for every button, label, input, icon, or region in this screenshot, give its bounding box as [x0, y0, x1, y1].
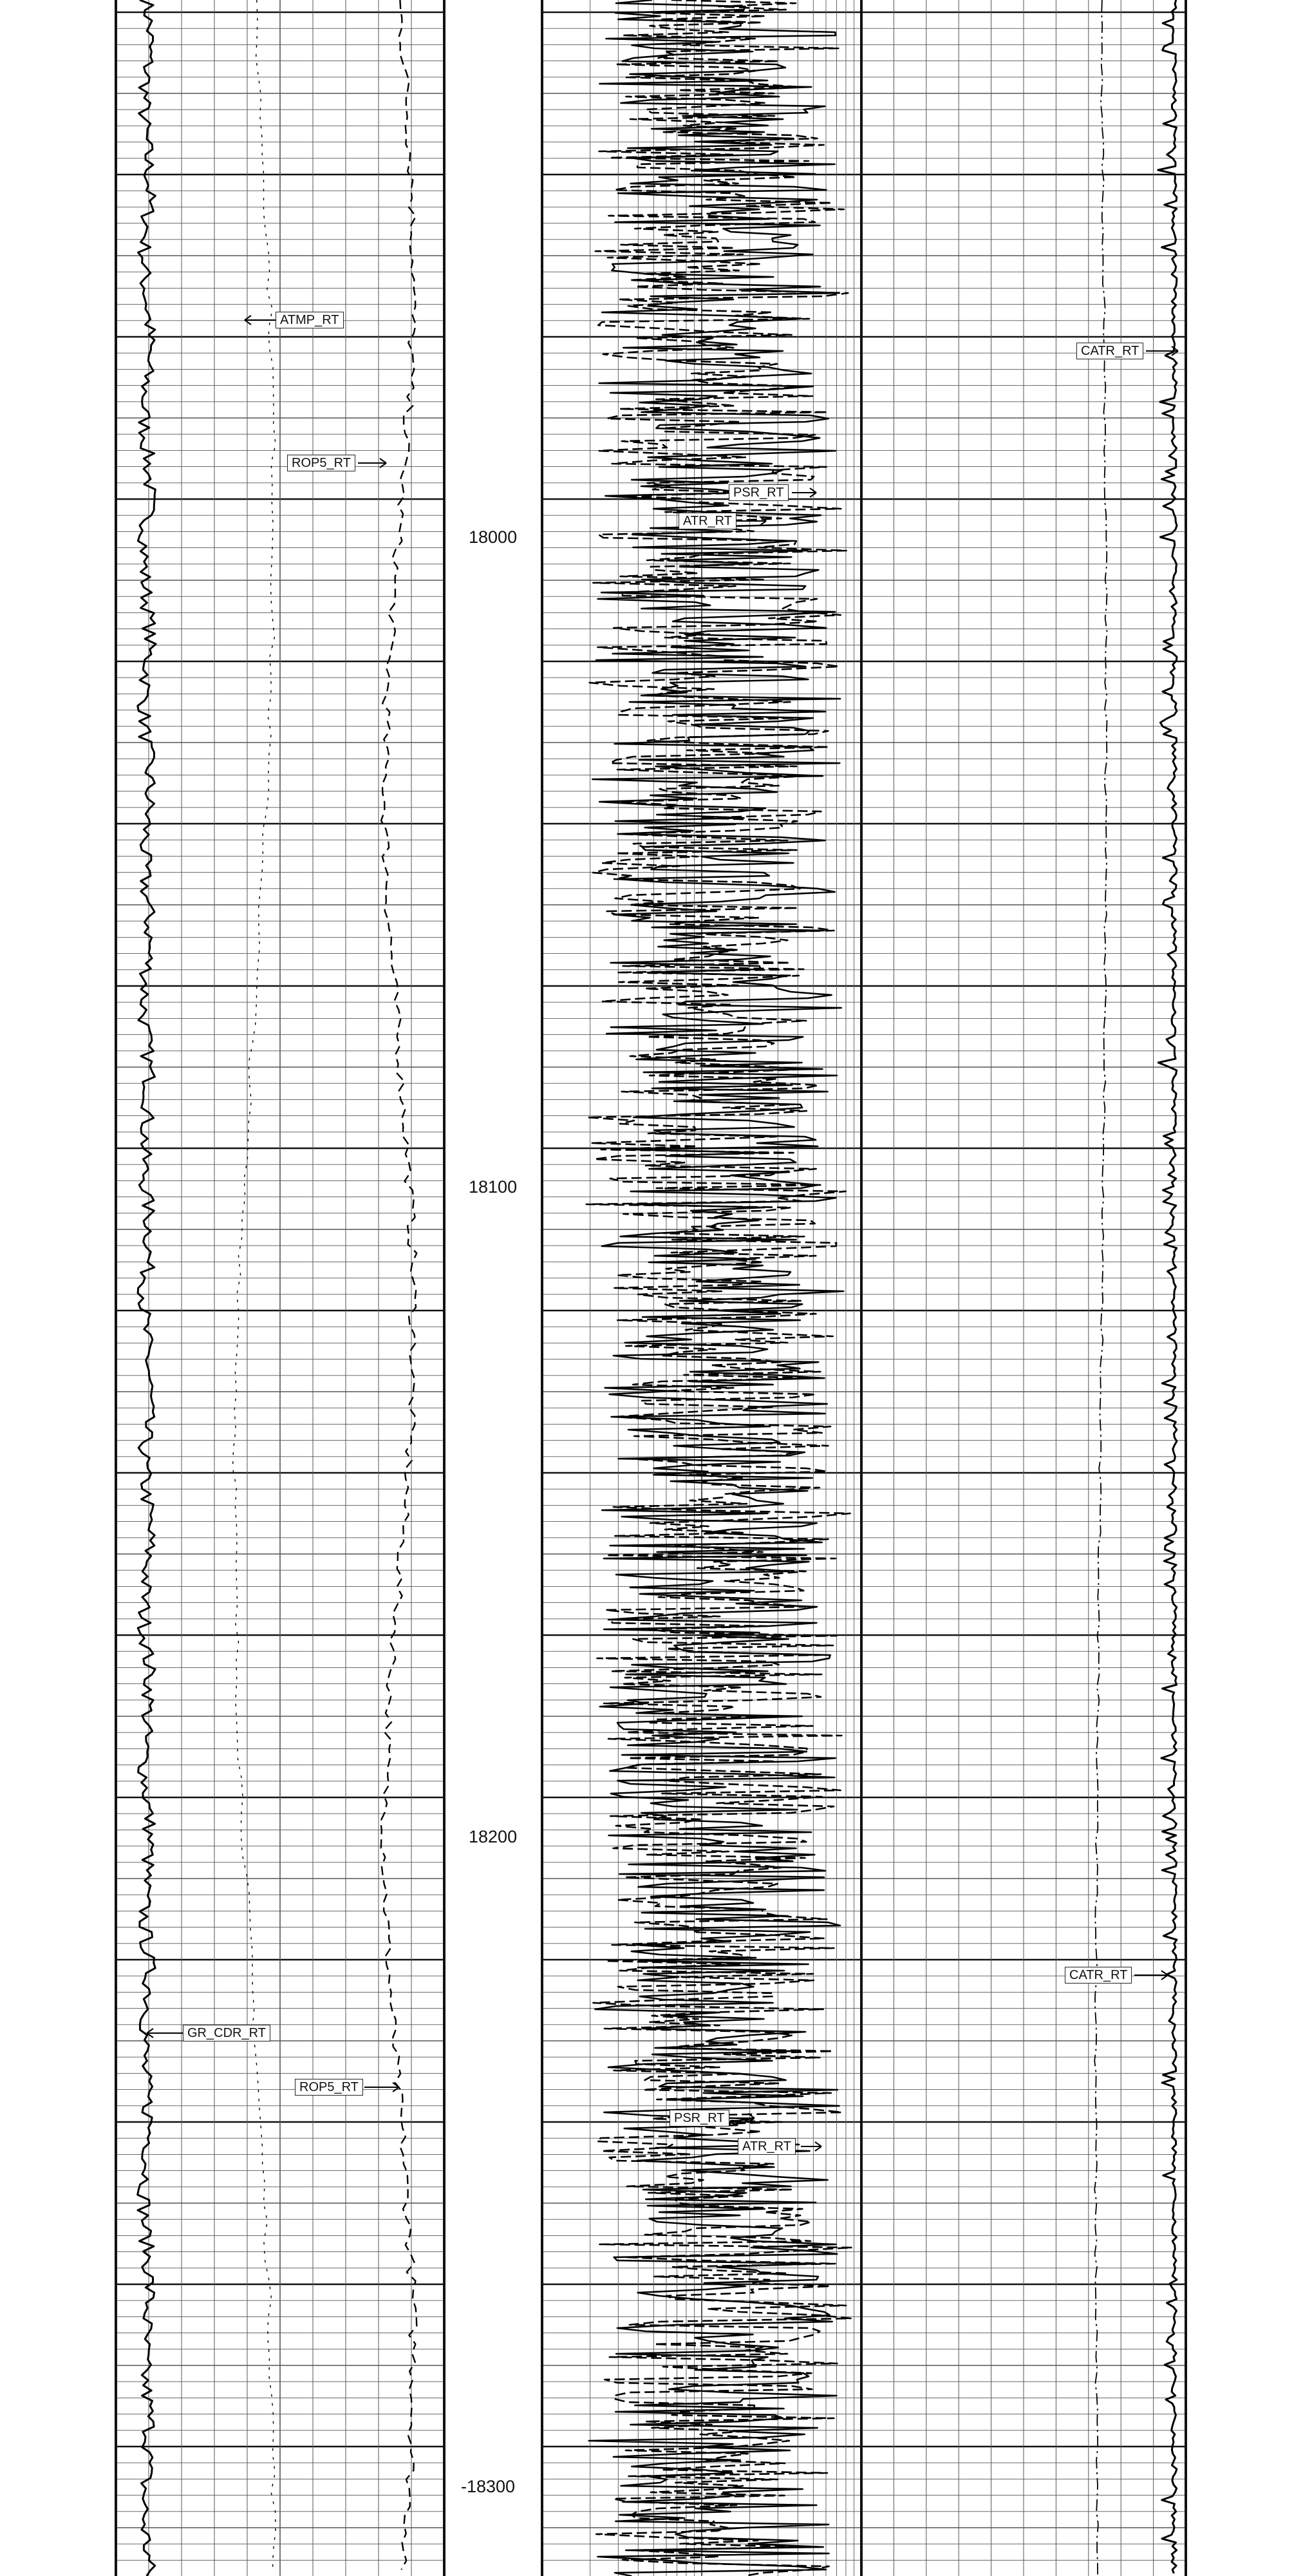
curve-tag-psr-rt: PSR_RT	[670, 2110, 729, 2126]
curve-tag-atr-rt: ATR_RT	[738, 2138, 796, 2155]
curve-tag-atmp-rt: ATMP_RT	[276, 312, 344, 328]
curve-tag-gr-cdr-rt: GR_CDR_RT	[183, 2025, 270, 2041]
track-1-grid	[116, 0, 444, 2576]
track-3-curves	[1094, 0, 1177, 2576]
curve-tag-psr-rt: PSR_RT	[729, 484, 789, 501]
depth-label-18100: 18100	[466, 1177, 520, 1197]
curve-tag-atr-rt: ATR_RT	[679, 513, 736, 529]
curve-tag-rop5-rt: ROP5_RT	[287, 455, 355, 471]
track-2-curves	[586, 0, 852, 2576]
curve-tag-rop5-rt: ROP5_RT	[295, 2079, 363, 2096]
depth-label-18200: 18200	[466, 1826, 520, 1847]
curve-tag-catr-rt: CATR_RT	[1065, 1967, 1132, 1984]
track-1-curves	[138, 0, 417, 2576]
depth-label-18000: 18000	[466, 527, 520, 547]
curve-tag-catr-rt: CATR_RT	[1076, 343, 1143, 359]
depth-label-18300: -18300	[458, 2476, 518, 2497]
track-3-grid	[861, 0, 1186, 2576]
